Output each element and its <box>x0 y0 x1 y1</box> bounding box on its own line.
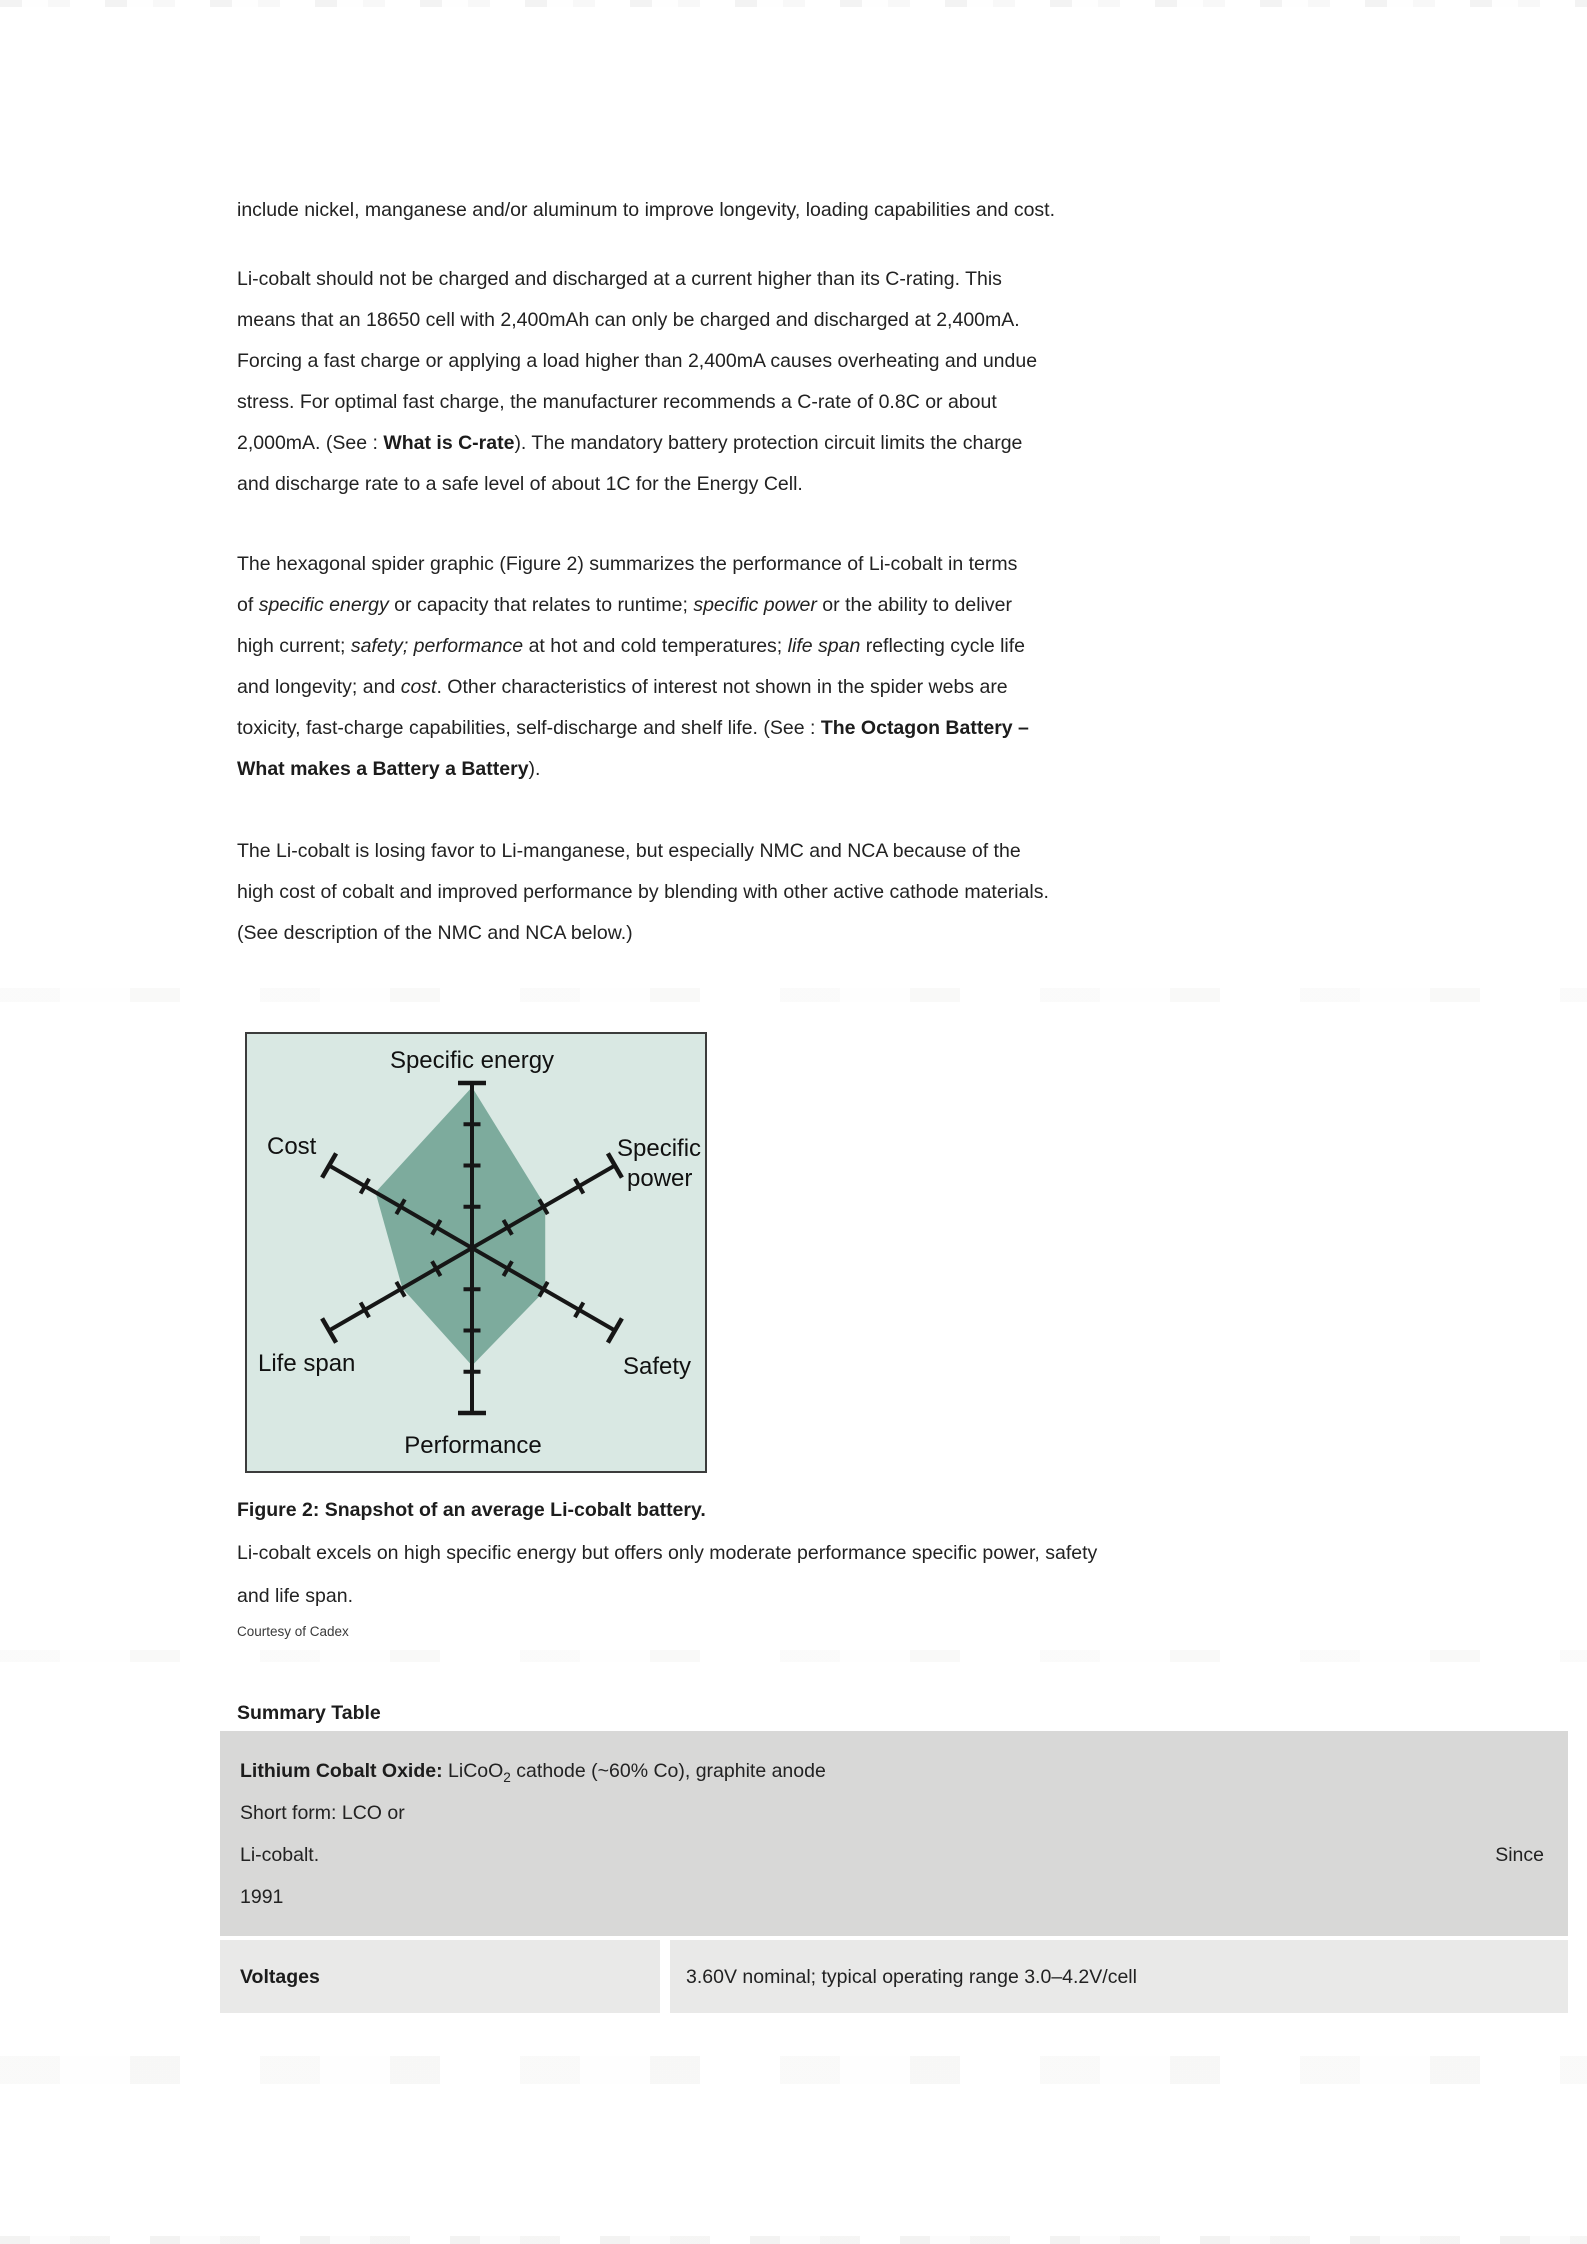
text-segment: cost <box>400 676 437 698</box>
text-segment: The hexagonal spider graphic (Figure 2) summarizes the performance of Li-cobalt in terms <box>237 553 1018 575</box>
text-line <box>237 259 1577 300</box>
figure-2-panel <box>245 1032 707 1473</box>
text-segment: toxicity, fast-charge capabilities, self-discharge and shelf life. (See : <box>237 717 821 739</box>
text-segment: reflecting cycle life <box>860 635 1026 657</box>
text-segment: Li-cobalt should not be charged and discharged at a current higher than its C-rating. This <box>237 268 1002 290</box>
text-line <box>237 831 1577 872</box>
text-segment: include nickel, manganese and/or aluminum to improve longevity, loading capabilities and cost. <box>237 199 1056 221</box>
figure-credit: Courtesy of Cadex <box>237 1624 349 1639</box>
overview-line-2: Short form: LCO or <box>240 1802 405 1824</box>
inline-link[interactable]: The Octagon Battery – <box>820 717 1029 739</box>
text-segment: 2,000mA. (See : <box>237 432 384 454</box>
table-row-voltages <box>220 1940 1568 2013</box>
text-line <box>237 190 1577 231</box>
text-segment: life span <box>787 635 861 657</box>
axis-label-life-span: Life span <box>258 1350 356 1377</box>
text-segment: The Li-cobalt is losing favor to Li-manganese, but especially NMC and NCA because of the <box>237 840 1021 862</box>
figure-caption-text <box>237 1532 1577 1618</box>
text-segment: ). The mandatory battery protection circuit limits the charge <box>514 432 1023 454</box>
figure-caption <box>237 1489 1577 1618</box>
text-line <box>237 872 1577 913</box>
text-segment: safety; performance <box>350 635 524 657</box>
text-segment: high cost of cobalt and improved performance by blending with other active cathode materials. <box>237 881 1049 903</box>
voltages-value-cell: 3.60V nominal; typical operating range 3.0–4.2V/cell <box>670 1940 1568 2013</box>
summary-table <box>220 1731 1568 2013</box>
text-segment: of <box>237 594 259 616</box>
text-segment: cathode (~60% Co), graphite anode <box>510 1760 826 1782</box>
text-line <box>237 341 1577 382</box>
text-segment: specific energy <box>258 594 389 616</box>
overview-line-3 <box>240 1834 1544 1876</box>
overview-line-1 <box>240 1750 1544 1792</box>
overview-line-3-left: Li-cobalt. <box>240 1844 320 1866</box>
summary-table-heading: Summary Table <box>237 1702 381 1724</box>
text-line <box>237 708 1577 749</box>
figure-caption-title: Figure 2: Snapshot of an average Li-cobalt battery. <box>237 1499 706 1521</box>
inline-link[interactable]: What makes a Battery a Battery <box>237 758 529 780</box>
text-segment: and life span. <box>237 1585 354 1607</box>
text-line <box>237 464 1577 505</box>
inline-link[interactable]: What is C-rate <box>383 432 515 454</box>
axis-label-specific-power: Specific power <box>617 1135 702 1192</box>
text-line <box>237 382 1577 423</box>
text-segment: Forcing a fast charge or applying a load higher than 2,400mA causes overheating and undue <box>237 350 1038 372</box>
text-segment: LiCoO <box>442 1760 504 1782</box>
text-line <box>237 423 1577 464</box>
text-line <box>237 626 1577 667</box>
jpeg-artifact-band <box>0 2056 1587 2084</box>
text-segment: and longevity; and <box>237 676 401 698</box>
overview-line-4: 1991 <box>240 1886 284 1908</box>
text-line <box>237 1532 1577 1575</box>
text-line <box>237 300 1577 341</box>
text-segment: ). <box>528 758 541 780</box>
text-line <box>237 667 1577 708</box>
text-segment: . Other characteristics of interest not shown in the spider webs are <box>436 676 1008 698</box>
overview-line-3-right: Since <box>1495 1844 1544 1866</box>
text-segment: or capacity that relates to runtime; <box>388 594 694 616</box>
text-line <box>237 585 1577 626</box>
axis-label-performance: Performance <box>404 1432 542 1459</box>
text-line <box>237 1575 1577 1618</box>
jpeg-artifact-band-bottom <box>0 2236 1587 2244</box>
table-row-overview <box>220 1731 1568 1936</box>
axis-label-cost: Cost <box>267 1133 317 1160</box>
text-segment: stress. For optimal fast charge, the manufacturer recommends a C-rate of 0.8C or about <box>237 391 997 413</box>
text-line <box>237 544 1577 585</box>
text-line <box>237 913 1577 954</box>
paragraph-3 <box>237 544 1577 790</box>
voltages-label-cell: Voltages <box>220 1940 660 2013</box>
paragraph-2 <box>237 259 1577 505</box>
text-line <box>237 749 1577 790</box>
text-segment: or the ability to deliver <box>816 594 1012 616</box>
text-segment: (See description of the NMC and NCA below.) <box>237 922 633 944</box>
text-segment: Li-cobalt excels on high specific energy but offers only moderate performance specific power, safety <box>237 1542 1098 1564</box>
text-segment: specific power <box>693 594 817 616</box>
article-body <box>237 0 1577 2013</box>
text-segment: and discharge rate to a safe level of about 1C for the Energy Cell. <box>237 473 803 495</box>
text-segment: Lithium Cobalt Oxide: <box>240 1760 443 1782</box>
text-segment: means that an 18650 cell with 2,400mAh can only be charged and discharged at 2,400mA. <box>237 309 1020 331</box>
text-segment: at hot and cold temperatures; <box>523 635 788 657</box>
text-segment: 2 <box>503 1769 511 1785</box>
axis-label-safety: Safety <box>623 1353 692 1380</box>
paragraph-4 <box>237 831 1577 954</box>
axis-label-specific-energy: Specific energy <box>389 1047 555 1074</box>
paragraph-1 <box>237 190 1577 231</box>
radar-chart <box>245 1032 707 1473</box>
text-segment: high current; <box>237 635 351 657</box>
